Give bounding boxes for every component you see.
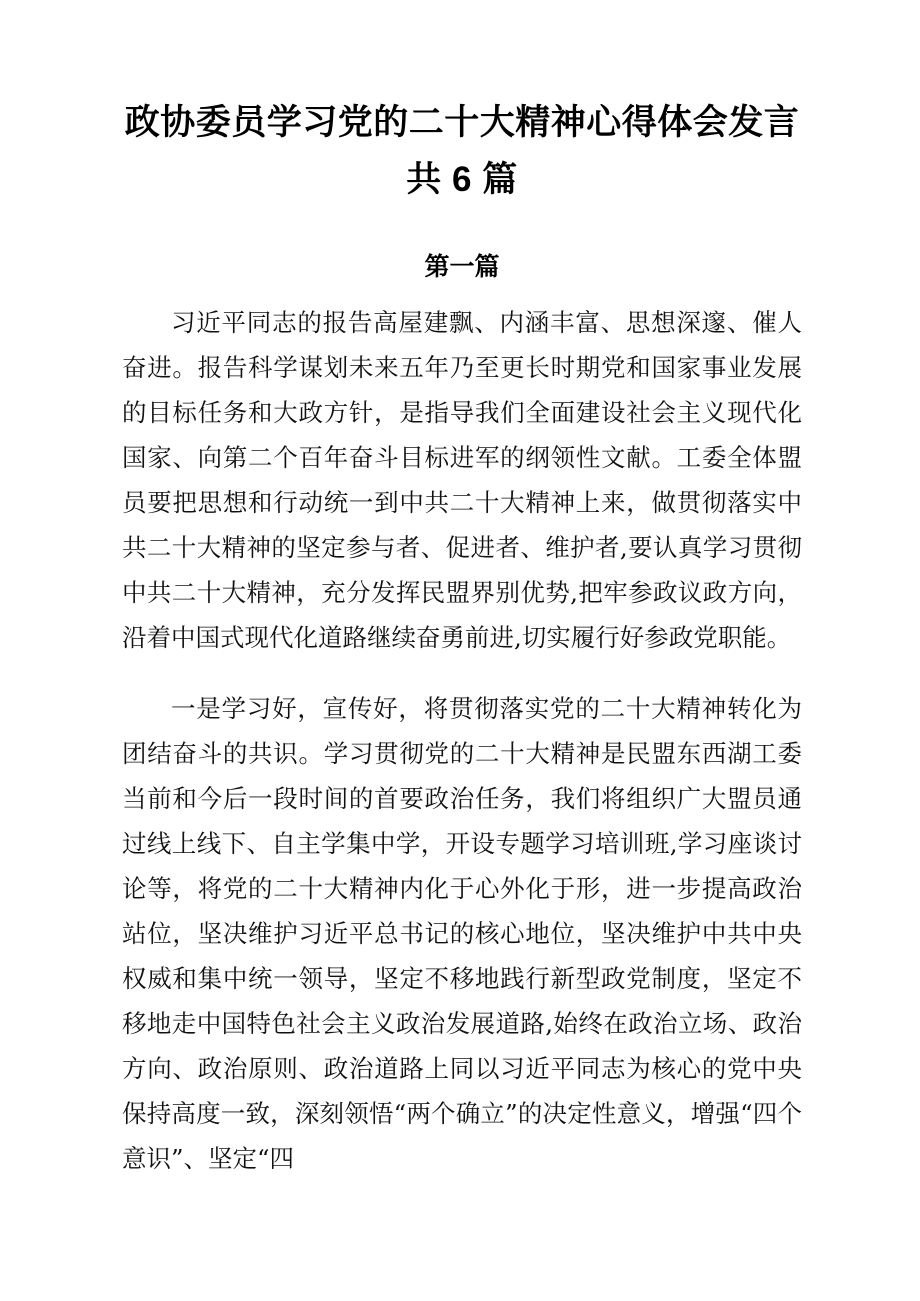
document-body — [122, 300, 802, 1181]
paragraph-2: 一是学习好，宣传好，将贯彻落实党的二十大精神转化为团结奋斗的共识。学习贯彻党的二十大精神是民盟东西湖工委当前和今后一段时间的首要政治任务，我们将组织广大盟员通过线上线下、自主学集中学，开设专题学习培训班,学习座谈讨论等，将党的二十大精神内化于心外化于形，进一步提高政治站位，坚决维护习近平总书记的核心地位，坚决维护中共中央权威和集中统一领导，坚定不移地践行新型政党制度，坚定不移地走中国特色社会主义政治发展道路,始终在政治立场、政治方向、政治原则、政治道路上同以习近平同志为核心的党中央保持高度一致，深刻领悟“两个确立”的决定性意义，增强“四个意识”、坚定“四 — [122, 694, 802, 1173]
section-heading: 第一篇 — [424, 253, 500, 281]
paragraph-1: 习近平同志的报告高屋建飘、内涵丰富、思想深邃、催人奋进。报告科学谋划未来五年乃至更长时期党和国家事业发展的目标任务和大政方针，是指导我们全面建设社会主义现代化国家、向第二个百年奋斗目标进军的纲领性文献。工委全体盟员要把思想和行动统一到中共二十大精神上来，做贯彻落实中共二十大精神的坚定参与者、促进者、维护者,要认真学习贯彻中共二十大精神，充分发挥民盟界别优势,把牢参政议政方向，沿着中国式现代化道路继续奋勇前进,切实履行好参政党职能。 — [122, 308, 802, 652]
document-title: 政协委员学习党的二十大精神心得体会发言共 6 篇 — [124, 103, 800, 199]
